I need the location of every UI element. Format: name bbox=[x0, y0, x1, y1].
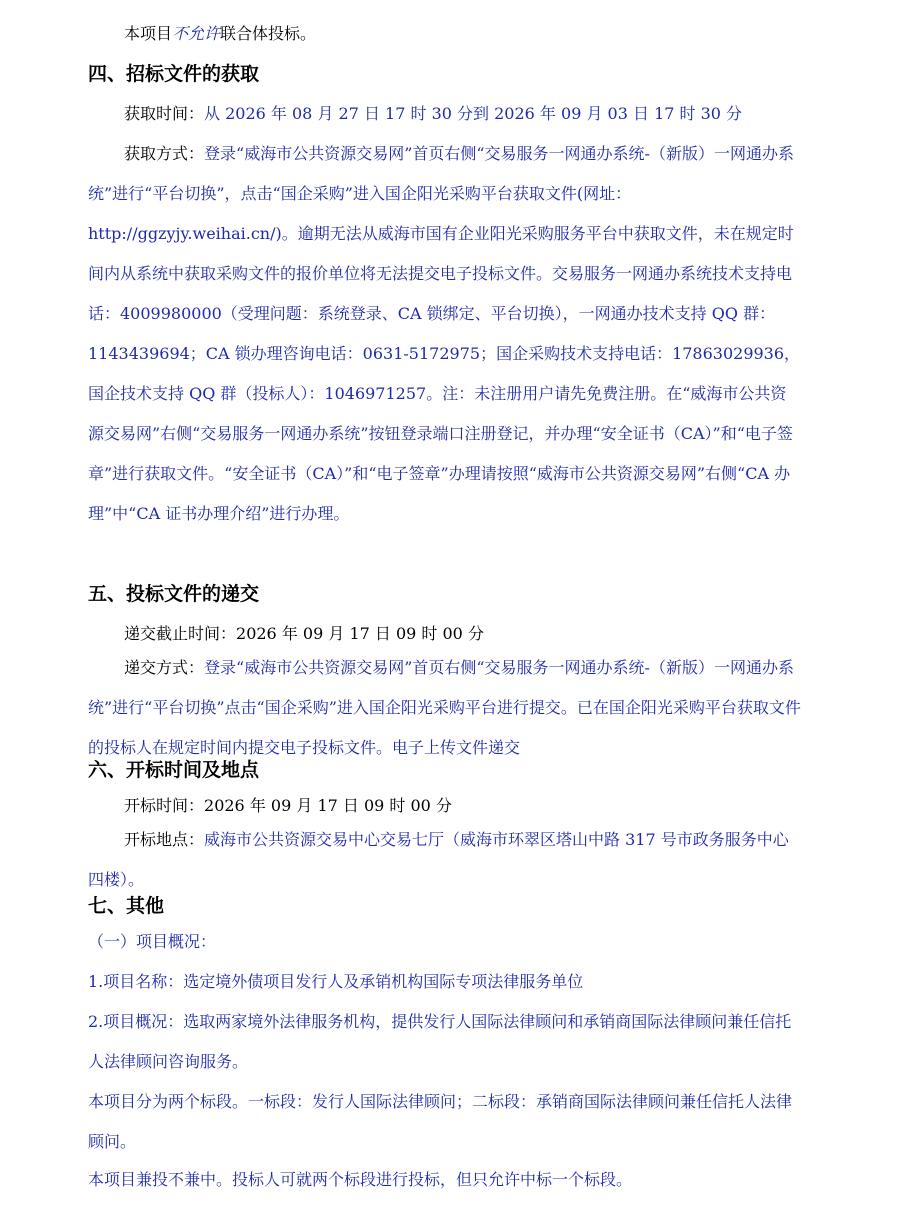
opening-place-para: 开标地点：威海市公共资源交易中心交易七厅（威海市环翠区塔山中路 317 号市政务服务中心四楼）。 bbox=[88, 830, 789, 889]
section-5-title: 五、投标文件的递交 bbox=[88, 583, 260, 605]
project-overview-subtitle: （一）项目概况： bbox=[88, 932, 217, 951]
acquire-method-para: 获取方式：登录“威海市公共资源交易网”首页右侧“交易服务一网通办系统-（新版）一网通办系统”进行“平台切换”，点击“国企采购”进入国企阳光采购平台获取文件(网址：http://ggzyjy.weihai.cn/)。逾期无法从威海市国有企业阳光采购服务平台中获取文件，未在规定时间内从系统中获取采购文件的报价单位将无法提交电子投标文件。交易服务一网通办系统技术支持电话：4009980000（受理问题：系统登录、CA 锁绑定、平台切换），一网通办技术支持 QQ 群：1143439694；CA 锁办理咨询电话：0631-5172975；国企采购技术支持电话：17863029936，国企技术支持 QQ 群（投标人）：1046971257。注：未注册用户请先免费注册。在“威海市公共资源交易网”右侧“交易服务一网通办系统”按钮登录端口注册登记，并办理“安全证书（CA）”和“电子签章”进行获取文件。“安全证书（CA）”和“电子签章”办理请按照“威海市公共资源交易网”右侧“CA 办理”中“CA 证书办理介绍”进行办理。 bbox=[88, 144, 801, 523]
project-name-item: 1.项目名称：选定境外债项目发行人及承销机构国际专项法律服务单位 bbox=[88, 972, 584, 991]
submit-method-para: 递交方式：登录“威海市公共资源交易网”首页右侧“交易服务一网通办系统-（新版）一网通办系统”进行“平台切换”点击“国企采购”进入国企阳光采购平台进行提交。已在国企阳光采购平台获取文件的投标人在规定时间内提交电子投标文件。电子上传文件递交 bbox=[88, 658, 801, 757]
acquire-time-line: 获取时间：从 2026 年 08 月 27 日 17 时 30 分到 2026 年 09 月 03 日 17 时 30 分 bbox=[124, 104, 743, 123]
section-4-title: 四、招标文件的获取 bbox=[88, 63, 260, 85]
section-6-title: 六、开标时间及地点 bbox=[88, 759, 260, 781]
section-7-title: 七、其他 bbox=[88, 895, 165, 917]
lot-division-para: 本项目分为两个标段。一标段：发行人国际法律顾问；二标段：承销商国际法律顾问兼任信托人法律顾问。 bbox=[88, 1092, 793, 1151]
opening-time-line: 开标时间：2026 年 09 月 17 日 09 时 00 分 bbox=[124, 796, 452, 815]
submit-deadline-line: 递交截止时间：2026 年 09 月 17 日 09 时 00 分 bbox=[124, 624, 484, 643]
consortium-line: 本项目不允许联合体投标。 bbox=[124, 24, 317, 43]
project-overview-item: 2.项目概况：选取两家境外法律服务机构，提供发行人国际法律顾问和承销商国际法律顾问兼任信托人法律顾问咨询服务。 bbox=[88, 1012, 792, 1071]
bid-rule-para: 本项目兼投不兼中。投标人可就两个标段进行投标，但只允许中标一个标段。 bbox=[88, 1170, 633, 1189]
